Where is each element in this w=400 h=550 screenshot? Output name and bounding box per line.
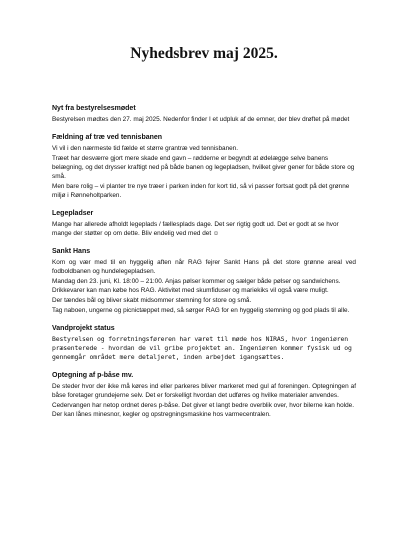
- section-heading: Sankt Hans: [52, 248, 91, 255]
- newsletter-title: Nyhedsbrev maj 2025.: [130, 45, 278, 62]
- section-sankt-hans: [52, 247, 356, 315]
- section-paragraph: Tag naboen, ungerne og picnictæppet med, så sørger RAG for en hyggelig stemning og god plads til alle.: [52, 307, 350, 314]
- section-parking-marking: [52, 371, 356, 419]
- section-heading: Nyt fra bestyrelsesmødet: [52, 105, 136, 112]
- section-paragraph: Bestyrelsen og forretningsføreren har været til møde hos NIRAS, hvor ingeniøren præsenterede - hvordan de vil gribe projektet an. Ingeniøren kommer fysisk ud og gennemgår området mere detaljeret, inden arbejdet igangsættes.: [52, 335, 352, 361]
- section-paragraph: Kom og vær med til en hyggelig aften når RAG fejrer Sankt Hans på det store grønne areal ved fodboldbanen og hundelegepladsen.: [52, 259, 356, 275]
- section-tree-felling: [52, 133, 356, 200]
- section-heading: Vandprojekt status: [52, 325, 115, 332]
- section-paragraph: Cedervangen har netop ordnet deres p-båse. Det giver et langt bedre overblik over, hvor bilerne kan holde. Der kan lånes minesnor, kegler og opstregningsmaskine hos varmecentralen.: [52, 402, 354, 418]
- section-heading: Optegning af p-båse mv.: [52, 372, 134, 379]
- section-paragraph: Der tændes bål og bliver skabt midsommer stemning for store og små.: [52, 297, 252, 304]
- section-paragraph: Bestyrelsen mødtes den 27. maj 2025. Nedenfor finder I et udpluk af de emner, der blev drøftet på mødet: [52, 116, 350, 123]
- section-paragraph: Men bare rolig – vi planter tre nye træer i parken inden for kort tid, så vi passer fortsat godt på det grønne miljø i Rønneholtparken.: [52, 183, 350, 199]
- section-paragraph: Mange har allerede afholdt legeplads / fællesplads dage. Det ser rigtig godt ud. Det er godt at se hvor mange der støtter op om dette. Bliv endelig ved med det ☺: [52, 221, 339, 237]
- section-water-project: [52, 324, 356, 362]
- section-paragraph: Træet har desværre gjort mere skade end gavn – rødderne er begyndt at ødelægge selve banens belægning, og det drysser kraftigt ned på både banen og legepladsen, hvilket giver gener for både store og små.: [52, 155, 355, 180]
- section-heading: Fældning af træ ved tennisbanen: [52, 134, 163, 141]
- section-playgrounds: [52, 209, 356, 238]
- section-board-meeting: [52, 104, 356, 124]
- section-paragraph: Mandag den 23. juni, Kl. 18:00 – 21:00. Anjas pølser kommer og sælger både pølser og sandwichens. Drikkevarer kan man købe hos RAG. Aktivitet med skumfiduser og mariekiks vil også være muligt.: [52, 278, 341, 294]
- section-paragraph: De steder hvor der ikke må køres ind eller parkeres bliver markeret med gul af foreningen. Optegningen af båse foretager grundejerne selv. Det er forskelligt hvordan det udføres og hvilke materialer anvendes.: [52, 383, 356, 399]
- section-paragraph: Vi vil i den nærmeste tid fælde et større grantræ ved tennisbanen.: [52, 145, 239, 152]
- section-heading: Legepladser: [52, 210, 94, 217]
